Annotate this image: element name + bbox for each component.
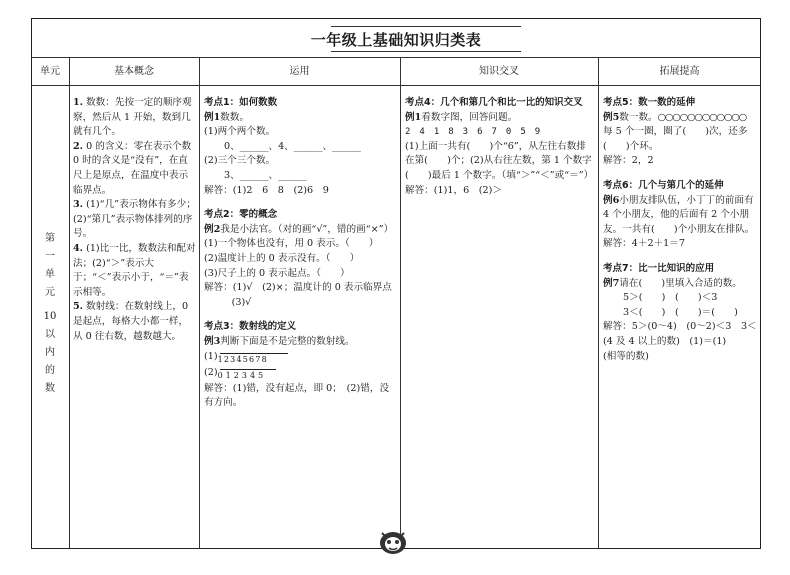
kp7-answer: 解答：5＞(0～4) (0～2)＜3 3＜(4 及 4 以上的数) (1)＝(1) [603, 321, 757, 347]
concept-item: 4. (1)比一比，数数法和配对法；(2)“＞”表示大于；“＜”表示小于，“＝”表示相等。 [73, 242, 196, 298]
kp3-answer: 解答：(1)错，没有起点，即 0； (2)错，没有方向。 [204, 382, 390, 409]
kp4-question: (1)上面一共有( )个“6”，从左往右数排在第( )个；(2)从右往左数，第 1 个数字( )最后 1 个数字。（填“＞”“＜”或“＝”） [405, 140, 594, 181]
kp6-answer: 解答：4＋2＋1＝7 [603, 238, 685, 250]
divider [400, 58, 401, 549]
circle-row: ○○○○○○○○○○○○ [657, 111, 747, 123]
unit-label [31, 230, 69, 398]
kp3-example: 例3判断下面是不是完整的数射线。 [204, 335, 355, 347]
ruler-label: (2) [204, 366, 218, 378]
header-concept: 基本概念 [69, 58, 199, 86]
ruler-label: (1) [204, 350, 218, 362]
number-ray-1 [218, 350, 298, 366]
kp2-line: (1)一个物体也没有，用 0 表示。（ ） [204, 238, 379, 250]
number-ray-2 [218, 366, 298, 382]
apply-cell [204, 96, 398, 411]
title-row [31, 18, 761, 58]
title-bottom-rule [331, 51, 521, 52]
kp5-example: 例5数一数。○○○○○○○○○○○○ [603, 111, 747, 123]
ray-numbers: 12345678 [217, 354, 268, 364]
ruler-row-1 [204, 350, 398, 366]
concept-item: 3. (1)“几”表示物体有多少；(2)“第几”表示物体排列的序号。 [73, 199, 196, 240]
kp2-answer: (3)√ [222, 296, 252, 308]
concept-item: 2. 0 的含义：零在表示个数 0 时的含义是“没有”，在直尺上是原点，在温度中表示临界点。 [73, 140, 192, 196]
divider [69, 58, 70, 549]
kp2-line: (2)温度计上的 0 表示没有。（ ） [204, 252, 360, 264]
kp1-line: (2)三个三个数。 [204, 155, 276, 167]
kp5-title: 考点5：数一数的延伸 [603, 97, 696, 108]
divider [598, 58, 599, 549]
kp1-example: 例1数数。 [204, 111, 250, 123]
ray-numbers: 012345 [217, 370, 267, 380]
kp2-answer: 解答：(1)√ (2)×；温度计的 0 表示临界点 [204, 282, 392, 294]
kp4-answer: 解答：(1)1，6 (2)＞ [405, 184, 502, 196]
kp3-title: 考点3：数射线的定义 [204, 321, 297, 333]
header-apply: 运用 [199, 58, 400, 86]
unit-char: 单 [45, 269, 55, 280]
lion-emblem-icon [376, 527, 410, 557]
unit-char: 以 [45, 329, 55, 340]
unit-char: 内 [45, 347, 55, 358]
title-top-rule [331, 26, 521, 27]
header-divider [31, 85, 761, 86]
kp5-answer: 解答：2，2 [603, 155, 654, 167]
kp1-line: 0、______、4、______、______ [224, 140, 361, 152]
unit-char: 元 [45, 287, 55, 298]
kp6-title: 考点6：几个与第几个的延伸 [603, 179, 724, 191]
unit-char: 一 [45, 251, 55, 262]
kp7-example: 例7请在( )里填入合适的数。 [603, 277, 742, 289]
kp1-line: 3、______、______ [224, 169, 307, 181]
concept-item: 5. 数射线：在数射线上，0 是起点，每格大小都一样，从 0 往右数，越数越大。 [73, 301, 189, 342]
kp5-line: 每 5 个一圈，圈了( )次，还多( )个环。 [603, 126, 748, 152]
divider [199, 58, 200, 549]
unit-char: 10 [43, 311, 57, 322]
page-title: 一年级上基础知识归类表 [310, 31, 482, 49]
unit-char: 第 [45, 233, 55, 244]
kp7-answer: (相等的数) [603, 350, 649, 362]
concept-item: 1. 数数：先按一定的顺序观察，然后从 1 开始，数到几就有几个。 [73, 97, 192, 138]
kp4-example: 例1看数字图，回答问题。 [405, 111, 518, 123]
kp6-example: 例6小朋友排队伍，小丁丁的前面有 4 个小朋友，他的后面有 2 个小朋友。一共有( )个小朋友在排队。 [603, 194, 755, 235]
kp4-digits: 2 4 1 8 3 6 7 0 5 9 [405, 127, 541, 138]
kp7-line: 5＞( ) ( )＜3 [623, 292, 718, 304]
kp7-line: 3＜( ) ( )＝( ) [623, 306, 738, 318]
unit-char: 的 [45, 365, 55, 376]
header-unit: 单元 [31, 58, 69, 86]
kp1-answer: 解答：(1)2 6 8 (2)6 9 [204, 184, 329, 196]
kp1-line: (1)两个两个数。 [204, 126, 276, 138]
kp1-title: 考点1：如何数数 [204, 97, 278, 108]
concept-cell [73, 96, 197, 344]
kp2-line: (3)尺子上的 0 表示起点。（ ） [204, 267, 350, 279]
header-cross: 知识交叉 [400, 58, 598, 86]
kp4-title: 考点4：几个和第几个和比一比的知识交叉 [405, 97, 583, 108]
kp2-title: 考点2：零的概念 [204, 209, 278, 221]
extend-cell [603, 96, 759, 364]
ruler-row-2 [204, 366, 398, 382]
kp7-title: 考点7：比一比知识的应用 [603, 262, 715, 274]
cross-cell [405, 96, 595, 198]
unit-char: 数 [45, 383, 55, 394]
header-extend: 拓展提高 [598, 58, 761, 86]
kp2-example: 例2我是小法官。（对的画“√”，错的画“×”） [204, 223, 394, 235]
